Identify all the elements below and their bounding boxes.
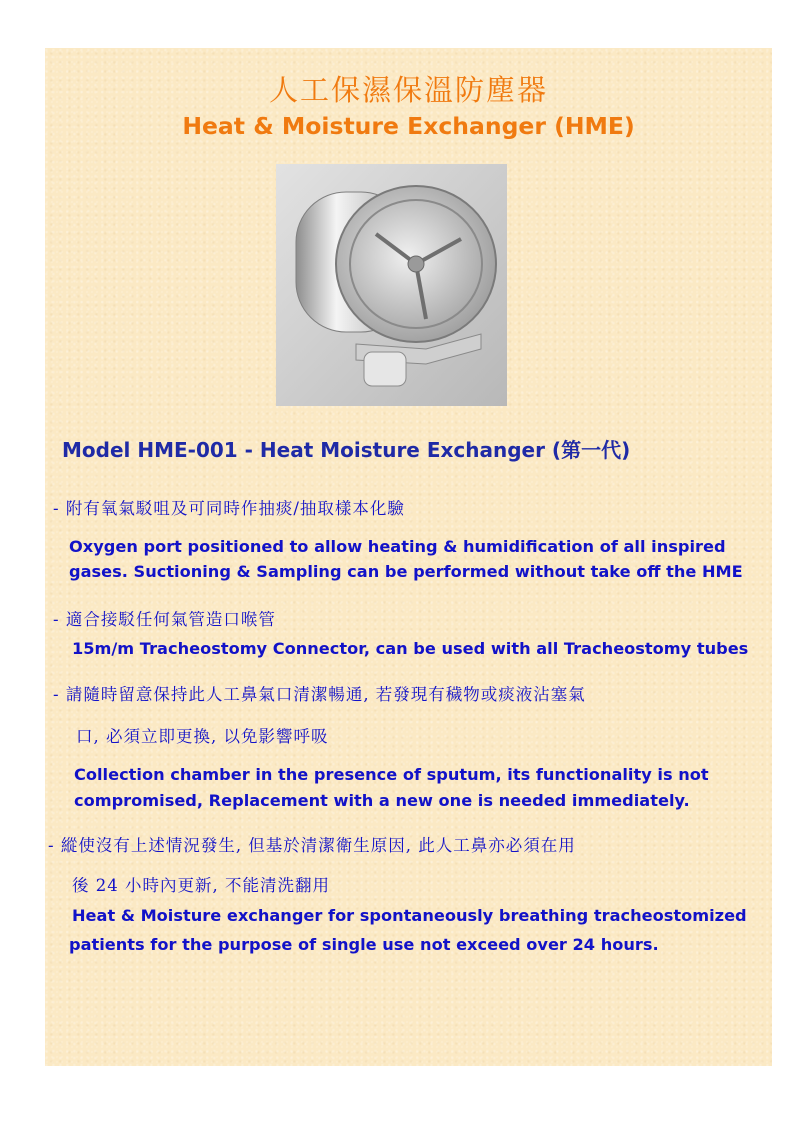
point-4-english-line-2: patients for the purpose of single use not exceed over 24 hours. — [69, 935, 659, 954]
point-4-chinese-line-2: 後 24 小時內更新, 不能清洗翻用 — [72, 876, 330, 895]
point-4-chinese-line-1: - 縱使沒有上述情況發生, 但基於清潔衛生原因, 此人工鼻亦必須在用 — [48, 836, 576, 855]
point-2-english: 15m/m Tracheostomy Connector, can be used with all Tracheostomy tubes — [72, 639, 749, 658]
point-1-english-line-2: gases. Suctioning & Sampling can be performed without take off the HME — [69, 562, 743, 581]
title-chinese: 人工保濕保溫防塵器 — [268, 73, 548, 107]
point-1-chinese: - 附有氧氣駁咀及可同時作抽痰/抽取樣本化驗 — [53, 499, 405, 518]
document-sheet — [45, 48, 772, 1066]
hme-device-photo — [276, 164, 507, 406]
point-2-chinese: - 適合接駁任何氣管造口喉管 — [53, 610, 276, 629]
point-3-chinese-line-1: - 請隨時留意保持此人工鼻氣口清潔暢通, 若發現有穢物或痰液沾塞氣 — [53, 685, 586, 704]
point-1-english-line-1: Oxygen port positioned to allow heating & humidification of all inspired — [69, 537, 726, 556]
model-heading: Model HME-001 - Heat Moisture Exchanger (第一代) — [62, 438, 631, 462]
point-3-chinese-line-2: 口, 必須立即更換, 以免影響呼吸 — [76, 727, 329, 746]
point-3-english-line-1: Collection chamber in the presence of sputum, its functionality is not — [74, 765, 709, 784]
point-3-english-line-2: compromised, Replacement with a new one is needed immediately. — [74, 791, 690, 810]
point-4-english-line-1: Heat & Moisture exchanger for spontaneously breathing tracheostomized — [72, 906, 747, 925]
title-english: Heat & Moisture Exchanger (HME) — [182, 112, 635, 140]
